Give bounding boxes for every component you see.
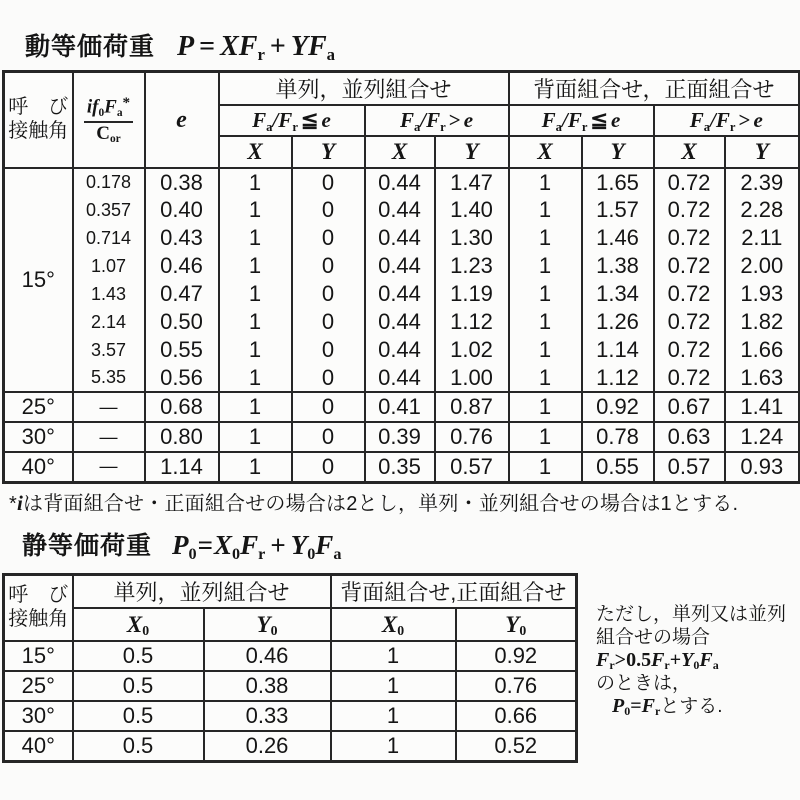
footnote-i-symbol: i [16,491,24,515]
table-cell: 0.38 [204,671,331,701]
table-row [4,671,577,701]
table-row [4,280,800,308]
table-cell: 0.5 [73,641,204,671]
table-cell: — [73,392,145,422]
dynamic-load-formula: $P = XF_r + YF_a$ [177,31,336,64]
table-cell: 1 [331,641,456,671]
back-face-group-header: 背面組合せ,正面組合せ [331,575,577,609]
table-cell: 0 [292,392,365,422]
static-load-formula: $P_0=X_0F_r + Y_0F_a$ [172,530,342,563]
table-cell: 2.11 [725,224,800,252]
table-cell: 0.38 [145,168,219,196]
table-cell: 1.47 [435,168,509,196]
side-note-line4: のときは， [596,673,692,694]
table-cell: 0.357 [73,196,145,224]
table-cell: 0.92 [456,641,577,671]
table-cell: 1 [509,196,582,224]
angle-cell: 15° [4,168,73,392]
static-load-title: 静等価荷重 [22,532,153,560]
table-cell: 1.24 [725,422,800,452]
table-cell: 1 [509,168,582,196]
table-cell: 1 [219,168,292,196]
table-cell: 1 [509,364,582,392]
table-cell: 1.41 [725,392,800,422]
table-cell: 1 [219,364,292,392]
table-cell: 0 [292,364,365,392]
x0-column-header: $X_0$ [331,608,456,641]
table-cell: 0 [292,280,365,308]
table-cell: 0.44 [365,336,435,364]
table-cell: 0 [292,336,365,364]
table-cell: 0.72 [654,168,725,196]
table-cell: 1.43 [73,280,145,308]
table-cell: 2.14 [73,308,145,336]
table-cell: 0.92 [582,392,654,422]
table-cell: 0.67 [654,392,725,422]
table-cell: 0.76 [435,422,509,452]
side-note-line1: ただし，単列又は並列 [596,604,787,625]
table-cell: 0.26 [204,731,331,761]
table-cell: 0 [292,452,365,482]
table-cell: 0.56 [145,364,219,392]
table-row [4,224,800,252]
table-cell: 0.72 [654,196,725,224]
table-cell: 1 [331,731,456,761]
table-cell: 0.78 [582,422,654,452]
table-cell: 0.43 [145,224,219,252]
table-row [4,252,800,280]
table-cell: 0.47 [145,280,219,308]
table-cell: 0.46 [204,641,331,671]
contact-angle-header-line2: 接触角 [8,120,69,142]
table-cell: 0.80 [145,422,219,452]
table-cell: 0.93 [725,452,800,482]
table-cell: 0.63 [654,422,725,452]
table-row [4,308,800,336]
table-cell: 0.44 [365,196,435,224]
side-note [596,603,798,718]
table-cell: 0.72 [654,364,725,392]
table-row [4,392,800,422]
table-cell: 1 [509,452,582,482]
table-cell: 2.00 [725,252,800,280]
table-cell: 1.34 [582,280,654,308]
dynamic-load-table [2,70,800,484]
table-cell: 1.26 [582,308,654,336]
table-cell: — [73,422,145,452]
table-cell: 1.02 [435,336,509,364]
table-row [4,452,800,482]
table-cell: 0.40 [145,196,219,224]
table-cell: 1 [331,671,456,701]
table-cell: 0 [292,252,365,280]
table-cell: 1.63 [725,364,800,392]
table-cell: 3.57 [73,336,145,364]
table-cell: 0.35 [365,452,435,482]
table-cell: 1 [509,280,582,308]
angle-cell: 25° [4,671,73,701]
table-cell: 1 [509,392,582,422]
table-cell: 0.68 [145,392,219,422]
table-cell: 0.72 [654,336,725,364]
static-load-table [2,573,578,763]
table-cell: 0.44 [365,308,435,336]
table-cell: — [73,452,145,482]
y0-column-header: $Y_0$ [204,608,331,641]
angle-cell: 30° [4,701,73,731]
table-cell: 1 [219,224,292,252]
table-cell: 1.65 [582,168,654,196]
table-cell: 0.72 [654,224,725,252]
static-load-heading [22,526,341,562]
table-cell: 2.28 [725,196,800,224]
table-cell: 0.44 [365,224,435,252]
condition-header-le: $F_a/F_r$ ≦ e [509,105,654,136]
table-cell: 1.93 [725,280,800,308]
condition-header-gt: $F_a/F_r > e$ [654,105,800,136]
table-cell: 1.82 [725,308,800,336]
table-cell: 1.00 [435,364,509,392]
x0-column-header: $X_0$ [73,608,204,641]
table-cell: 0.57 [435,452,509,482]
side-note-line2: 組合せの場合 [596,627,711,648]
y-column-header: Y [725,136,800,168]
table-cell: 1.40 [435,196,509,224]
contact-angle-header-line2: 接触角 [8,608,69,630]
dynamic-load-title: 動等価荷重 [25,33,156,61]
load-ratio-header [73,72,145,169]
condition-header-le: $F_a/F_r$ ≦ e [219,105,365,136]
table-cell: 1.57 [582,196,654,224]
contact-angle-header-line1: 呼 び [8,96,69,119]
table-cell: 0 [292,422,365,452]
x-column-header: X [654,136,725,168]
table-cell: 0 [292,224,365,252]
side-note-formula: $F_r>0.5F_r+Y_0F_a$ [596,649,719,673]
table-cell: 1 [219,422,292,452]
table-cell: 1.12 [582,364,654,392]
table-cell: 0.5 [73,731,204,761]
x-column-header: X [219,136,292,168]
load-ratio-numerator: $if_0F_a^*$ [84,95,133,122]
table-row [4,196,800,224]
footnote-text: は背面組合せ・正面組合せの場合は2とし，単列・並列組合せの場合は1とする. [23,493,739,515]
table-cell: 0.72 [654,280,725,308]
angle-cell: 40° [4,731,73,761]
table-cell: 0.714 [73,224,145,252]
single-parallel-group-header: 単列，並列組合せ [73,575,331,609]
table-row [4,422,800,452]
table-cell: 1.66 [725,336,800,364]
table-cell: 0.55 [582,452,654,482]
table-cell: 0.46 [145,252,219,280]
table-row [4,641,577,671]
table-cell: 1.46 [582,224,654,252]
angle-cell: 15° [4,641,73,671]
table-cell: 1 [219,392,292,422]
table-cell: 0 [292,196,365,224]
table-cell: 1.14 [145,452,219,482]
footnote-marker: * [9,493,17,515]
table-cell: 0.44 [365,280,435,308]
table-cell: 0.178 [73,168,145,196]
table-cell: 0.55 [145,336,219,364]
table-row [4,731,577,761]
angle-cell: 25° [4,392,73,422]
side-note-conclusion: $P_0=F_r$とする. [612,695,723,719]
contact-angle-header [4,72,73,169]
table-cell: 1 [219,280,292,308]
table-cell: 0.44 [365,252,435,280]
table-cell: 1 [219,196,292,224]
dynamic-load-heading [25,27,335,63]
x-column-header: X [365,136,435,168]
table-cell: 1 [331,701,456,731]
table-cell: 1 [509,422,582,452]
table-cell: 1 [509,252,582,280]
table-cell: 1.12 [435,308,509,336]
table-cell: 0.33 [204,701,331,731]
table-cell: 1 [219,336,292,364]
table-cell: 5.35 [73,364,145,392]
table-cell: 1 [219,308,292,336]
table-cell: 1 [219,452,292,482]
contact-angle-header [4,575,73,642]
table-cell: 2.39 [725,168,800,196]
footnote [9,487,797,516]
y-column-header: Y [435,136,509,168]
e-header: e [145,72,219,169]
table-cell: 0.41 [365,392,435,422]
table-cell: 0.44 [365,364,435,392]
angle-cell: 30° [4,422,73,452]
x-column-header: X [509,136,582,168]
contact-angle-header-line1: 呼 び [8,584,69,607]
load-ratio-denominator: $C_{or}$ [96,122,121,145]
table-cell: 1.07 [73,252,145,280]
table-cell: 1 [219,252,292,280]
table-cell: 0 [292,168,365,196]
single-parallel-group-header: 単列，並列組合せ [219,72,509,106]
load-ratio-fraction [84,95,133,144]
table-cell: 0.39 [365,422,435,452]
table-cell: 0.5 [73,671,204,701]
table-cell: 0.66 [456,701,577,731]
table-cell: 1 [509,336,582,364]
angle-cell: 40° [4,452,73,482]
table-cell: 0.5 [73,701,204,731]
table-cell: 0 [292,308,365,336]
table-cell: 0.52 [456,731,577,761]
table-cell: 1.23 [435,252,509,280]
table-cell: 0.76 [456,671,577,701]
table-cell: 0.72 [654,308,725,336]
table-cell: 1.19 [435,280,509,308]
table-cell: 0.72 [654,252,725,280]
y-column-header: Y [292,136,365,168]
table-cell: 0.57 [654,452,725,482]
table-cell: 0.44 [365,168,435,196]
table-row [4,364,800,392]
table-cell: 1.14 [582,336,654,364]
table-cell: 0.87 [435,392,509,422]
table-row [4,168,800,196]
table-cell: 1 [509,308,582,336]
table-cell: 0.50 [145,308,219,336]
back-face-group-header: 背面組合せ，正面組合せ [509,72,800,106]
table-cell: 1.38 [582,252,654,280]
table-cell: 1.30 [435,224,509,252]
y0-column-header: $Y_0$ [456,608,577,641]
table-row [4,701,577,731]
condition-header-gt: $F_a/F_r > e$ [365,105,509,136]
table-cell: 1 [509,224,582,252]
table-row [4,336,800,364]
y-column-header: Y [582,136,654,168]
